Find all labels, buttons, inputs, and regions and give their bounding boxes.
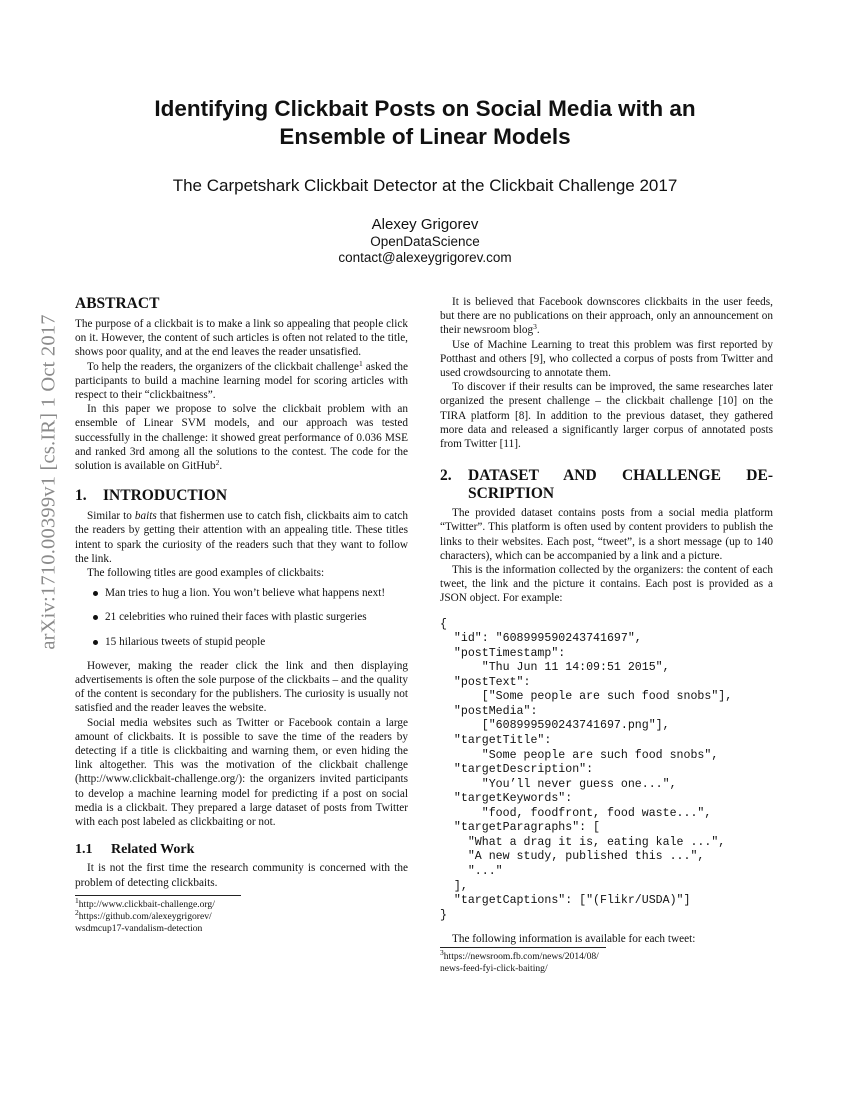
right-p1-tail: . [536,324,540,337]
footnote-2-link-cont[interactable]: wsdmcup17-vandalism-detection [75,922,203,934]
right-paragraph-2: Use of Machine Learning to treat this problem was first reported by Potthast and others [9], who collected a corpus of posts from Twitter and used crowdsourcing to annotate them. [440,338,773,380]
dataset-title-line-1: DATASET AND CHALLENGE DE- [468,467,773,485]
paper-title-line-1: Identifying Clickbait Posts on Social Media with an [154,96,696,121]
footnote-2 [75,907,408,935]
footnote-divider [75,895,241,896]
clickbait-examples-list [75,586,408,649]
list-item [75,610,408,624]
introduction-title: INTRODUCTION [103,487,228,505]
dataset-heading [440,467,773,503]
abstract-heading: ABSTRACT [75,295,160,312]
paper-title-line-2: Ensemble of Linear Models [279,124,571,149]
dataset-title-line-2: SCRIPTION [468,485,555,503]
footnote-3-mark: 3 [440,948,444,958]
footnote-ref-3[interactable]: 3 [533,322,537,332]
list-item [75,586,408,600]
right-paragraph-3: To discover if their results can be improved, the same researches later organized the present challenge – the clickbait challenge [10] on the TIRA platform [8]. In addition to the previous dataset, they gathered more data and released a significantly larger corpus of annotated posts from Twitter [11]. [440,381,773,451]
related-work-paragraph-1: It is not the first time the research community is concerned with the problem of detecting clickbaits. [75,862,408,889]
footnote-ref-2[interactable]: 2 [215,458,220,468]
left-column [75,295,408,935]
dataset-paragraph-1: The provided dataset contains posts from a social media platform “Twitter”. This platform is often used by content providers to publish the links to their websites. Each post, “tweet”, is a short message (up to 140 characters), which can be accompanied by a link and a picture. [440,507,773,562]
intro-paragraph-2: The following titles are good examples of clickbaits: [87,567,325,580]
abstract-p2-text: To help the readers, the organizers of the clickbait challenge [87,360,359,373]
bullet-icon [93,640,98,645]
right-p1-text: It is believed that Facebook downscores clickbaits in the user feeds, but there are no publications on their approach, only an announcement on their newsroom blog [440,296,773,337]
dataset-paragraph-2: This is the information collected by the organizers: the content of each tweet, the link and the picture it contains. Each post is provided as a JSON object. For example: [440,564,773,605]
intro-p1-post: that fishermen use to catch fish, clickbaits aim to catch the readers by getting their attention with an appealing title. These titles intent to spark the curiosity of the readers such that they want to follow the link. [75,510,409,565]
abstract-paragraph-2 [75,360,408,403]
intro-p1-emphasis: baits [134,510,157,523]
paper-subtitle: The Carpetshark Clickbait Detector at the Clickbait Challenge 2017 [172,176,678,195]
introduction-heading [75,487,408,505]
right-column [440,295,773,975]
footnote-3-link[interactable]: https://newsroom.fb.com/news/2014/08/ [443,951,599,963]
intro-paragraph-3: However, making the reader click the link and then displaying advertisements is often the sole purpose of the clickbaits – and the quality of the content is secondary for the publishers. The curiosity is usually not satisfied and the reader leaves the website. [75,659,408,715]
intro-paragraph-1 [75,509,408,566]
related-work-title: Related Work [111,842,195,858]
footnote-2-link[interactable]: https://github.com/alexeygrigorev/ [78,910,212,922]
introduction-number: 1. [75,487,87,505]
list-item-text: 21 celebrities who ruined their faces with plastic surgeries [105,611,367,624]
related-work-heading [75,841,408,858]
abstract-paragraph-1: The purpose of a clickbait is to make a link so appealing that people click on it. However, the content of such articles is often not related to the title, shows poor quality, and at the end leaves the reader unsatisfied. [75,318,408,359]
dataset-heading-line-1 [440,467,773,485]
intro-p1-pre: Similar to [87,510,135,523]
author-block [60,216,790,266]
abstract-paragraph-3 [75,402,408,473]
abstract-p3-text: In this paper we propose to solve the clickbait problem with an ensemble of Linear SVM models, and our approach was tested successfully in the challenge: it showed great performance of 0.036 MSE and ranked 3rd among all the solutions to the contest. The code for the solution is available on GitHub [75,403,408,473]
list-item-text: Man tries to hug a lion. You won’t believe what happens next! [105,587,386,600]
paper-title [60,95,790,151]
dataset-number: 2. [440,467,452,485]
abstract-p2-tail: asked the participants to build a machine learning model for scoring articles with respect to their “clickbaitness”. [75,360,409,402]
arxiv-stamp: arXiv:1710.00399v1 [cs.IR] 1 Oct 2017 [37,314,60,650]
bullet-icon [93,615,98,620]
footnote-divider [440,947,606,948]
author-affiliation: OpenDataScience [370,234,480,249]
right-paragraph-1 [440,295,773,338]
list-item [75,635,408,649]
author-email: contact@alexeygrigorev.com [338,250,512,265]
related-work-number: 1.1 [75,842,93,858]
footnote-3 [440,948,773,975]
abstract-p3-tail: . [219,460,223,473]
list-item-text: 15 hilarious tweets of stupid people [105,635,266,648]
dataset-paragraph-3: The following information is available for each tweet: [452,933,696,946]
footnote-3-link-cont[interactable]: news-feed-fyi-click-baiting/ [440,963,548,975]
bullet-icon [93,591,98,596]
footnotes-right [440,948,773,975]
footnote-2-mark: 2 [75,907,79,917]
intro-paragraph-4: Social media websites such as Twitter or Facebook contain a large amount of clickbaits. It is possible to save the time of the readers by detecting if a title is clickbaiting and warning them, or even hiding the link altogether. This was the motivation of the clickbait challenge (http://www.clickbait-challenge.org/): the organizers invited participants to develop a machine learning model for predicting if a post on social media is a clickbait. They prepared a large dataset of posts from Twitter with each post labeled as clickbaiting or not. [75,716,408,829]
footnote-1 [75,895,408,911]
author-name: Alexey Grigorev [371,216,479,233]
footnote-1-mark: 1 [75,895,79,905]
json-code-example: { "id": "608999590243741697", "postTimestamp": "Thu Jun 11 14:09:51 2015", "postText": ["Some people are such food snobs"], "postMedia": ["608999590243741697.png"], "targetTitle": "Some people are such food snobs", "targetDescription": "You’ll never guess one...", "targetKeywords": "food, foodfront, food waste...", "targetParagraphs": [ "What a drag it is, eating kale ...", "A new study, published this ...", "..." ], "targetCaptions": ["(Flikr/USDA)"] } [440,617,733,922]
footnote-1-link[interactable]: http://www.clickbait-challenge.org/ [78,898,215,910]
footnotes-left [75,895,408,935]
footnote-ref-1[interactable]: 1 [359,358,363,368]
